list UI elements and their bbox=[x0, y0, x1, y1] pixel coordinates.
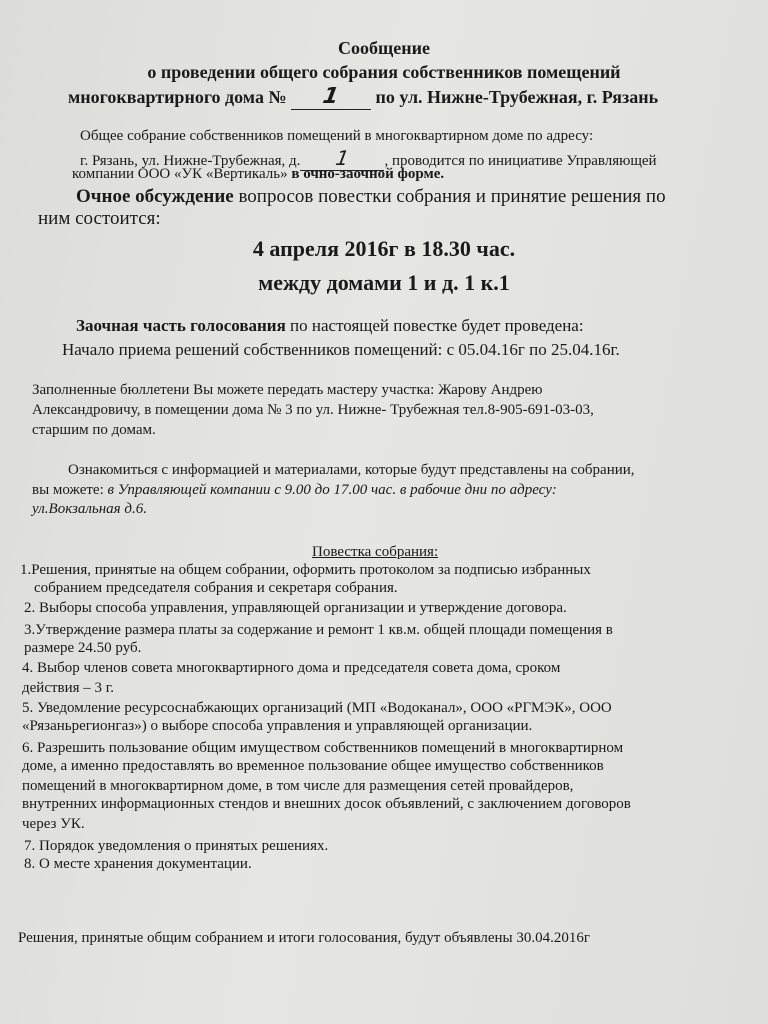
info-line-2 bbox=[32, 482, 557, 499]
meeting-place: между домами 1 и д. 1 к.1 bbox=[258, 270, 510, 295]
intro-initiative: , проводится по инициативе Управляющей bbox=[384, 153, 657, 169]
zaochno-heading: Заочная часть голосования bbox=[76, 316, 286, 335]
agenda-line: 4. Выбор членов совета многоквартирного дома и председателя совета дома, сроком bbox=[22, 660, 561, 676]
notice-title: Сообщение bbox=[338, 38, 430, 58]
results-announcement: Решения, принятые общим собранием и итоги голосования, будут объявлены 30.04.2016г bbox=[18, 930, 591, 946]
handwritten-house-number: 1 bbox=[321, 84, 341, 109]
intro-form: в очно-заочной форме. bbox=[287, 166, 445, 182]
house-label: многоквартирного дома № bbox=[68, 87, 287, 107]
info-line-1: Ознакомиться с информацией и материалами, которые будут представлены на собрании, bbox=[68, 462, 635, 478]
zaochno-text: по настоящей повестке будет проведена: bbox=[285, 316, 584, 335]
notice-subtitle-house bbox=[68, 84, 658, 110]
intro-line-3 bbox=[72, 166, 444, 183]
ochno-text: вопросов повестки собрания и принятие решения по bbox=[233, 186, 666, 207]
agenda-line: доме, а именно предоставлять во временное пользование общее имущество собственников bbox=[22, 758, 604, 774]
intro-line-1: Общее собрание собственников помещений в многоквартирном доме по адресу: bbox=[80, 128, 594, 144]
zaochno-line-2: Начало приема решений собственников помещений: с 05.04.16г по 25.04.16г. bbox=[62, 340, 620, 359]
agenda-line: 8. О месте хранения документации. bbox=[24, 856, 252, 872]
ochno-line-2: ним состоится: bbox=[38, 208, 161, 229]
agenda-title: Повестка собрания: bbox=[312, 544, 439, 560]
ballots-line-3: старшим по домам. bbox=[32, 422, 156, 438]
info-hours: в Управляющей компании с 9.00 до 17.00 час. в рабочие дни по адресу: bbox=[107, 482, 557, 498]
agenda-line: внутренних информационных стендов и внешних досок объявлений, с заключением договоров bbox=[22, 796, 631, 812]
agenda-line: действия – 3 г. bbox=[22, 680, 114, 696]
agenda-line: 2. Выборы способа управления, управляющей организации и утверждение договора. bbox=[24, 600, 567, 616]
agenda-line: 3.Утверждение размера платы за содержание и ремонт 1 кв.м. общей площади помещения в bbox=[24, 622, 613, 638]
agenda-line: собранием председателя собрания и секретаря собрания. bbox=[34, 580, 398, 596]
agenda-line: помещений в многоквартирном доме, в том числе для размещения сетей провайдеров, bbox=[22, 778, 574, 794]
agenda-line: 7. Порядок уведомления о принятых решениях. bbox=[24, 838, 329, 854]
handwritten-intro-house-number: 1 bbox=[333, 146, 351, 170]
ballots-line-1: Заполненные бюллетени Вы можете передать мастеру участка: Жарову Андрею bbox=[32, 382, 543, 398]
agenda-line: 5. Уведомление ресурсоснабжающих организаций (МП «Водоканал», ООО «РГМЭК», ООО bbox=[22, 700, 612, 716]
agenda-line: 1.Решения, принятые на общем собрании, оформить протоколом за подписью избранных bbox=[20, 562, 591, 578]
zaochno-line-1 bbox=[76, 316, 584, 336]
info-prefix: вы можете: bbox=[32, 482, 108, 498]
meeting-date: 4 апреля 2016г в 18.30 час. bbox=[252, 236, 516, 261]
agenda-line: размере 24.50 руб. bbox=[24, 640, 142, 656]
intro-address: г. Рязань, ул. Нижне-Трубежная, д. bbox=[80, 153, 301, 169]
info-line-3: ул.Вокзальная д.6. bbox=[32, 501, 147, 517]
street-label: по ул. Нижне-Трубежная, г. Рязань bbox=[375, 87, 659, 107]
agenda-line: 6. Разрешить пользование общим имуществом собственников помещений в многоквартирном bbox=[22, 740, 624, 756]
notice-subtitle: о проведении общего собрания собственников помещений bbox=[147, 62, 621, 82]
ballots-line-2: Александровичу, в помещении дома № 3 по ул. Нижне- Трубежная тел.8-905-691-03-03, bbox=[32, 402, 594, 418]
ochno-line-1 bbox=[76, 186, 666, 208]
ochno-heading: Очное обсуждение bbox=[76, 186, 234, 207]
intro-company: компании ООО «УК «Вертикаль» bbox=[72, 166, 288, 182]
agenda-line: «Рязаньрегионгаз») о выборе способа управления и управляющей организации. bbox=[22, 718, 533, 734]
agenda-line: через УК. bbox=[22, 816, 85, 832]
house-number-field bbox=[291, 84, 371, 110]
